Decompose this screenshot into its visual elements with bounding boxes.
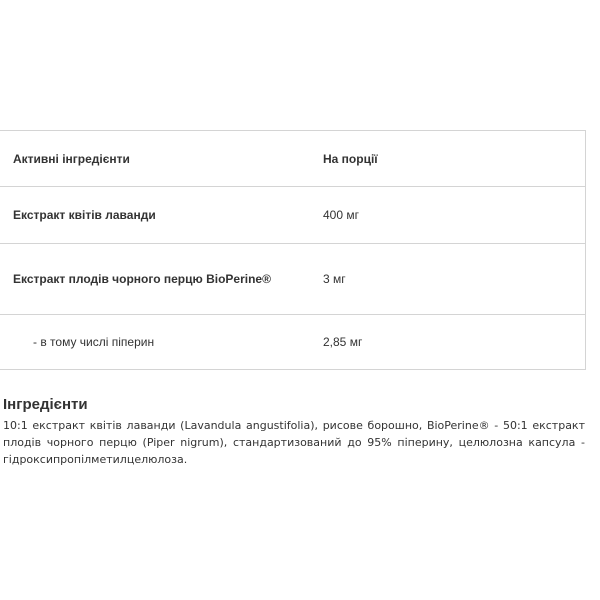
header-per-serving: На порції xyxy=(323,131,586,187)
ingredient-amount: 3 мг xyxy=(323,244,586,315)
header-active-ingredients: Активні інгредієнти xyxy=(0,131,323,187)
ingredients-heading: Інгредієнти xyxy=(3,396,88,413)
supplement-facts-table xyxy=(0,130,586,370)
ingredient-amount: 400 мг xyxy=(323,187,586,244)
table-row xyxy=(0,244,586,315)
sub-ingredient-name: - в тому числі піперин xyxy=(0,315,323,370)
ingredient-name: Екстракт плодів чорного перцю BioPerine® xyxy=(0,244,323,315)
sub-ingredient-amount: 2,85 мг xyxy=(323,315,586,370)
table-row xyxy=(0,315,586,370)
table-header-row xyxy=(0,131,586,187)
ingredient-name: Екстракт квітів лаванди xyxy=(0,187,323,244)
ingredients-description: 10:1 екстракт квітів лаванди (Lavandula angustifolia), рисове борошно, BioPerine® - 50:1 екстракт плодів чорного перцю (Piper nigrum), стандартизований до 95% піперину, целюлозна капсула - гідроксипропілметилцелюлоза. xyxy=(3,419,585,466)
table-row xyxy=(0,187,586,244)
